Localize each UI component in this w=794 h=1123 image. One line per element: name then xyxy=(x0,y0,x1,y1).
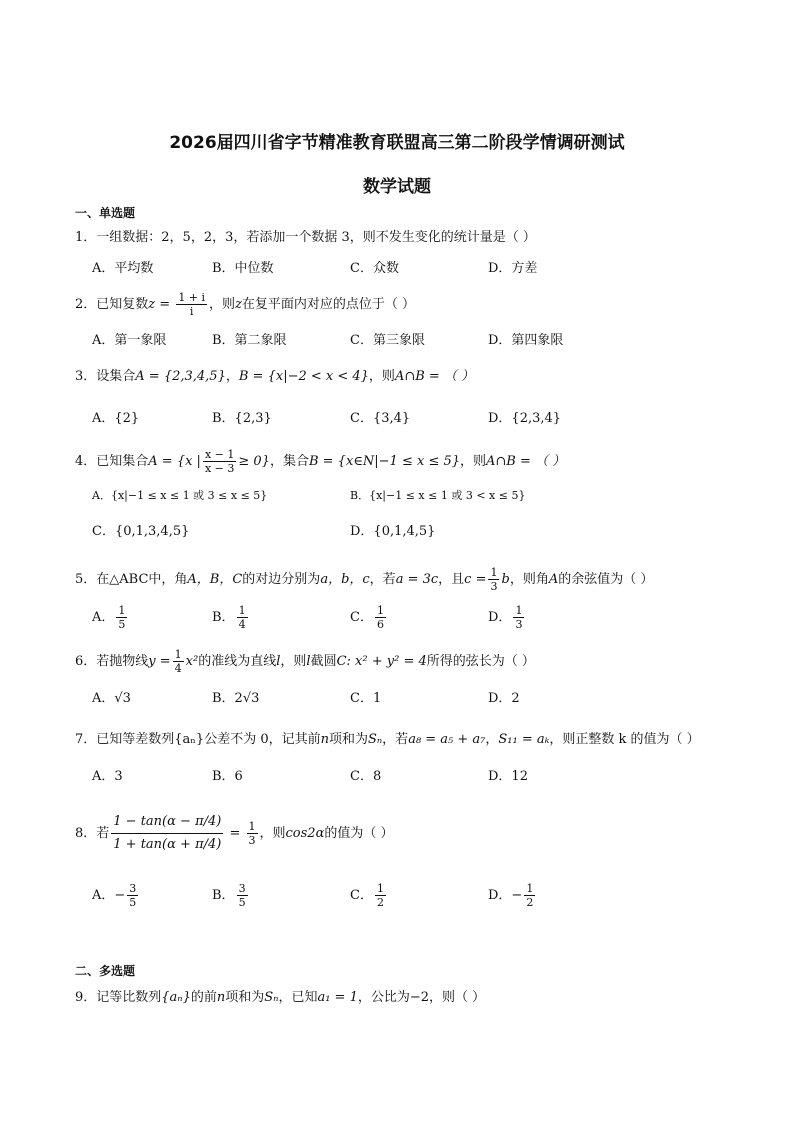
q5-c-den: 6 xyxy=(376,618,384,631)
q6-frac-num: 1 xyxy=(174,648,182,661)
q7-mid2: ，若 xyxy=(382,732,409,747)
q8-c-label: C． xyxy=(350,888,373,903)
q5-mid3: ，且 xyxy=(438,572,465,587)
q5-a-label: A． xyxy=(92,610,115,625)
q9-sn: Sₙ xyxy=(264,990,279,1005)
question-2-stem xyxy=(75,291,415,318)
q2-text-post: ，则 xyxy=(209,297,236,312)
q7-mid: 项和为 xyxy=(328,732,368,747)
q5-frac-num: 1 xyxy=(490,566,498,579)
q4-option-c[interactable]: C．{0,1,3,4,5} xyxy=(92,524,190,539)
q2-text-post2: 在复平面内对应的点位于（ ） xyxy=(241,297,416,312)
q9-post: ，公比为 xyxy=(357,990,410,1005)
q8-option-c[interactable] xyxy=(350,882,388,909)
q5-b-num: 1 xyxy=(238,604,246,617)
q2-eq: = xyxy=(155,297,175,312)
q5-mid2: ，若 xyxy=(369,572,396,587)
q7-cond1: a₈ = a₅ + a₇ xyxy=(408,732,486,747)
q8-b-fraction xyxy=(237,882,248,909)
q3-option-c[interactable]: C．{3,4} xyxy=(350,411,411,426)
q3-sep: ， xyxy=(225,369,239,384)
q4-option-d[interactable]: D．{0,1,4,5} xyxy=(350,524,436,539)
q6-option-a[interactable]: A．√3 xyxy=(92,691,131,706)
q6-option-b[interactable]: B．2√3 xyxy=(212,691,260,706)
q8-result-fraction xyxy=(247,820,258,847)
q7-text-pre: 7．已知等差数列{aₙ}公差不为 0，记其前 xyxy=(75,732,321,747)
q2-frac-num: 1 + i xyxy=(178,291,206,304)
q5-d-num: 1 xyxy=(515,604,523,617)
q5-cond1: a = 3c xyxy=(395,572,439,587)
question-3-stem xyxy=(75,367,474,387)
q3-option-a[interactable]: A．{2} xyxy=(92,411,140,426)
q3-ask: A∩B = （ ） xyxy=(394,369,475,384)
q3-text-pre: 3．设集合 xyxy=(75,369,136,384)
question-4-stem xyxy=(75,448,565,475)
question-4-options-row1 xyxy=(92,485,712,507)
question-8-options xyxy=(92,882,712,912)
q4-text-mid: ，集合 xyxy=(269,454,309,469)
q5-mid1: 的对边分别为 xyxy=(242,572,321,587)
q6-option-d[interactable]: D．2 xyxy=(488,691,520,706)
q8-a-fraction xyxy=(127,882,138,909)
question-7-stem xyxy=(75,730,700,750)
q2-option-c[interactable]: C．第三象限 xyxy=(350,333,425,348)
q5-c-label: C． xyxy=(350,610,373,625)
q8-a-den: 5 xyxy=(129,896,137,909)
q8-c-den: 2 xyxy=(376,896,384,909)
q4-option-b[interactable]: B．{x|−1 ≤ x ≤ 1 或 3 < x ≤ 5} xyxy=(350,489,526,502)
question-3-options xyxy=(92,408,712,430)
q9-text-pre: 9．记等比数列 xyxy=(75,990,162,1005)
q5-frac-den: 3 xyxy=(490,580,498,593)
q6-option-c[interactable]: C．1 xyxy=(350,691,382,706)
q4-fraction xyxy=(203,448,236,475)
q5-option-b[interactable] xyxy=(212,604,250,631)
q9-mid2: 项和为 xyxy=(225,990,265,1005)
q8-a-label: A．− xyxy=(92,888,126,903)
q2-option-d[interactable]: D．第四象限 xyxy=(488,333,564,348)
q3-set-a: A = {2,3,4,5} xyxy=(135,369,226,384)
q7-post: ，则正整数 k 的值为（ ） xyxy=(549,732,700,747)
q8-b-num: 3 xyxy=(238,882,246,895)
q3-option-d[interactable]: D．{2,3,4} xyxy=(488,411,562,426)
q5-a-den: 5 xyxy=(118,618,126,631)
q8-post: ，则 xyxy=(259,826,286,841)
q3-set-b: B = {x|−2 < x < 4} xyxy=(238,369,369,384)
q5-post2: 的余弦值为（ ） xyxy=(558,572,654,587)
q5-option-c[interactable] xyxy=(350,604,388,631)
q5-cond2-right: b xyxy=(501,572,510,587)
q5-post: ，则角 xyxy=(509,572,549,587)
q9-post2: ，则（ ） xyxy=(429,990,486,1005)
q8-b-label: B． xyxy=(212,888,235,903)
q9-mid: 的前 xyxy=(190,990,217,1005)
q6-mid2: ，则 xyxy=(280,654,307,669)
q7-n: n xyxy=(320,732,329,747)
q4-text-post: ，则 xyxy=(460,454,487,469)
q5-text-pre: 5．在△ABC中，角 xyxy=(75,572,188,587)
q5-sides: a，b，c xyxy=(320,572,370,587)
q4-set-b: B = {x∈N|−1 ≤ x ≤ 5} xyxy=(308,454,461,469)
q5-c-fraction xyxy=(375,604,386,631)
section-single-choice: 一、单选题 xyxy=(75,206,136,220)
q6-text-pre: 6．若抛物线 xyxy=(75,654,149,669)
q8-option-b[interactable] xyxy=(212,882,250,909)
q5-b-den: 4 xyxy=(238,618,246,631)
q8-rden: 3 xyxy=(248,834,256,847)
q1-option-c[interactable]: C．众数 xyxy=(350,261,399,276)
q5-angle: A xyxy=(548,572,559,587)
q6-mid3: 截圆 xyxy=(310,654,337,669)
question-1-stem: 1．一组数据：2，5，2，3，若添加一个数据 3，则不发生变化的统计量是（ ） xyxy=(75,230,536,245)
question-6-stem xyxy=(75,648,535,675)
q5-a-num: 1 xyxy=(118,604,126,617)
q8-c-num: 1 xyxy=(376,882,384,895)
q5-fraction xyxy=(488,566,499,593)
q6-post: 所得的弦长为（ ） xyxy=(426,654,535,669)
q5-option-a[interactable] xyxy=(92,604,129,631)
question-1-options xyxy=(92,258,712,280)
q4-set-a-right: ≥ 0} xyxy=(238,454,270,469)
q7-option-a[interactable]: A．3 xyxy=(92,769,123,784)
exam-subtitle: 数学试题 xyxy=(363,177,431,197)
q9-n: n xyxy=(216,990,226,1005)
q2-option-b[interactable]: B．第二象限 xyxy=(212,333,287,348)
q2-var-z2: z xyxy=(235,297,242,312)
q6-frac-den: 4 xyxy=(174,662,182,675)
q8-d-num: 1 xyxy=(526,882,534,895)
q9-a1: a₁ = 1 xyxy=(317,990,358,1005)
q8-eq: = xyxy=(225,826,245,841)
q2-frac-den: i xyxy=(189,305,194,318)
question-5-stem xyxy=(75,566,653,593)
q8-c-fraction xyxy=(375,882,386,909)
q7-cond2: S₁₁ = aₖ xyxy=(498,732,550,747)
q4-text-pre: 4．已知集合 xyxy=(75,454,149,469)
q2-var-z: z xyxy=(148,297,156,312)
question-2-options xyxy=(92,330,712,352)
q6-circle: C: x² + y² = 4 xyxy=(336,654,427,669)
question-9-stem xyxy=(75,988,485,1008)
q8-d-label: D．− xyxy=(488,888,523,903)
question-6-options xyxy=(92,688,712,710)
q9-mid3: ，已知 xyxy=(278,990,318,1005)
q6-x2: x² xyxy=(185,654,199,669)
q5-d-den: 3 xyxy=(515,618,523,631)
q8-post2: 的值为（ ） xyxy=(324,826,394,841)
q2-text-pre: 2．已知复数 xyxy=(75,297,149,312)
q6-mid: 的准线为直线 xyxy=(198,654,277,669)
question-5-options xyxy=(92,604,712,634)
q4-option-a[interactable]: A．{x|−1 ≤ x ≤ 1 或 3 ≤ x ≤ 5} xyxy=(92,489,268,502)
exam-title: 2026届四川省字节精准教育联盟高三第二阶段学情调研测试 xyxy=(169,133,625,153)
q6-fraction xyxy=(173,648,184,675)
q8-frac-num: 1 − tan(α − π/4) xyxy=(111,811,223,834)
q8-cos: cos2α xyxy=(285,826,325,841)
q8-fraction xyxy=(111,811,223,856)
q8-b-den: 5 xyxy=(238,896,246,909)
q8-a-num: 3 xyxy=(129,882,137,895)
q1-option-b[interactable]: B．中位数 xyxy=(212,261,274,276)
q5-c-num: 1 xyxy=(376,604,384,617)
q5-b-fraction xyxy=(237,604,248,631)
q2-fraction xyxy=(176,291,207,318)
q5-b-label: B． xyxy=(212,610,235,625)
question-8-stem xyxy=(75,810,394,858)
q8-text-pre: 8．若 xyxy=(75,826,110,841)
q6-y: y = xyxy=(148,654,171,669)
q9-seq: {aₙ} xyxy=(161,990,191,1005)
q9-q: −2 xyxy=(409,990,430,1005)
q5-cond2-left: c = xyxy=(464,572,487,587)
q8-d-fraction xyxy=(524,882,535,909)
q3-option-b[interactable]: B．{2,3} xyxy=(212,411,272,426)
q7-option-d[interactable]: D．12 xyxy=(488,769,528,784)
q5-option-d[interactable] xyxy=(488,604,526,631)
q4-set-a-left: A = {x | xyxy=(148,454,201,469)
q8-option-d[interactable] xyxy=(488,882,537,909)
q8-frac-den: 1 + tan(α + π/4) xyxy=(113,837,222,852)
q1-option-a[interactable]: A．平均数 xyxy=(92,261,154,276)
q7-option-c[interactable]: C．8 xyxy=(350,769,382,784)
q5-d-label: D． xyxy=(488,610,512,625)
q6-l: l xyxy=(276,654,281,669)
q7-sn: Sₙ xyxy=(367,732,383,747)
q2-option-a[interactable]: A．第一象限 xyxy=(92,333,167,348)
q1-option-d[interactable]: D．方差 xyxy=(488,261,538,276)
q8-d-den: 2 xyxy=(526,896,534,909)
q4-ask: A∩B = （ ） xyxy=(486,454,566,469)
q3-text-post: ，则 xyxy=(368,369,395,384)
section-multi-choice: 二、多选题 xyxy=(75,964,136,978)
q7-option-b[interactable]: B．6 xyxy=(212,769,243,784)
q8-rnum: 1 xyxy=(248,820,256,833)
question-4-options-row2 xyxy=(92,521,712,543)
q4-frac-den: x − 3 xyxy=(204,462,235,475)
q5-d-fraction xyxy=(513,604,524,631)
q5-a-fraction xyxy=(116,604,127,631)
q4-frac-num: x − 1 xyxy=(204,448,235,461)
q6-l2: l xyxy=(306,654,311,669)
q8-option-a[interactable] xyxy=(92,882,140,909)
question-7-options xyxy=(92,766,712,788)
q7-sep: ， xyxy=(485,732,499,747)
q5-angles: A，B，C xyxy=(187,572,243,587)
